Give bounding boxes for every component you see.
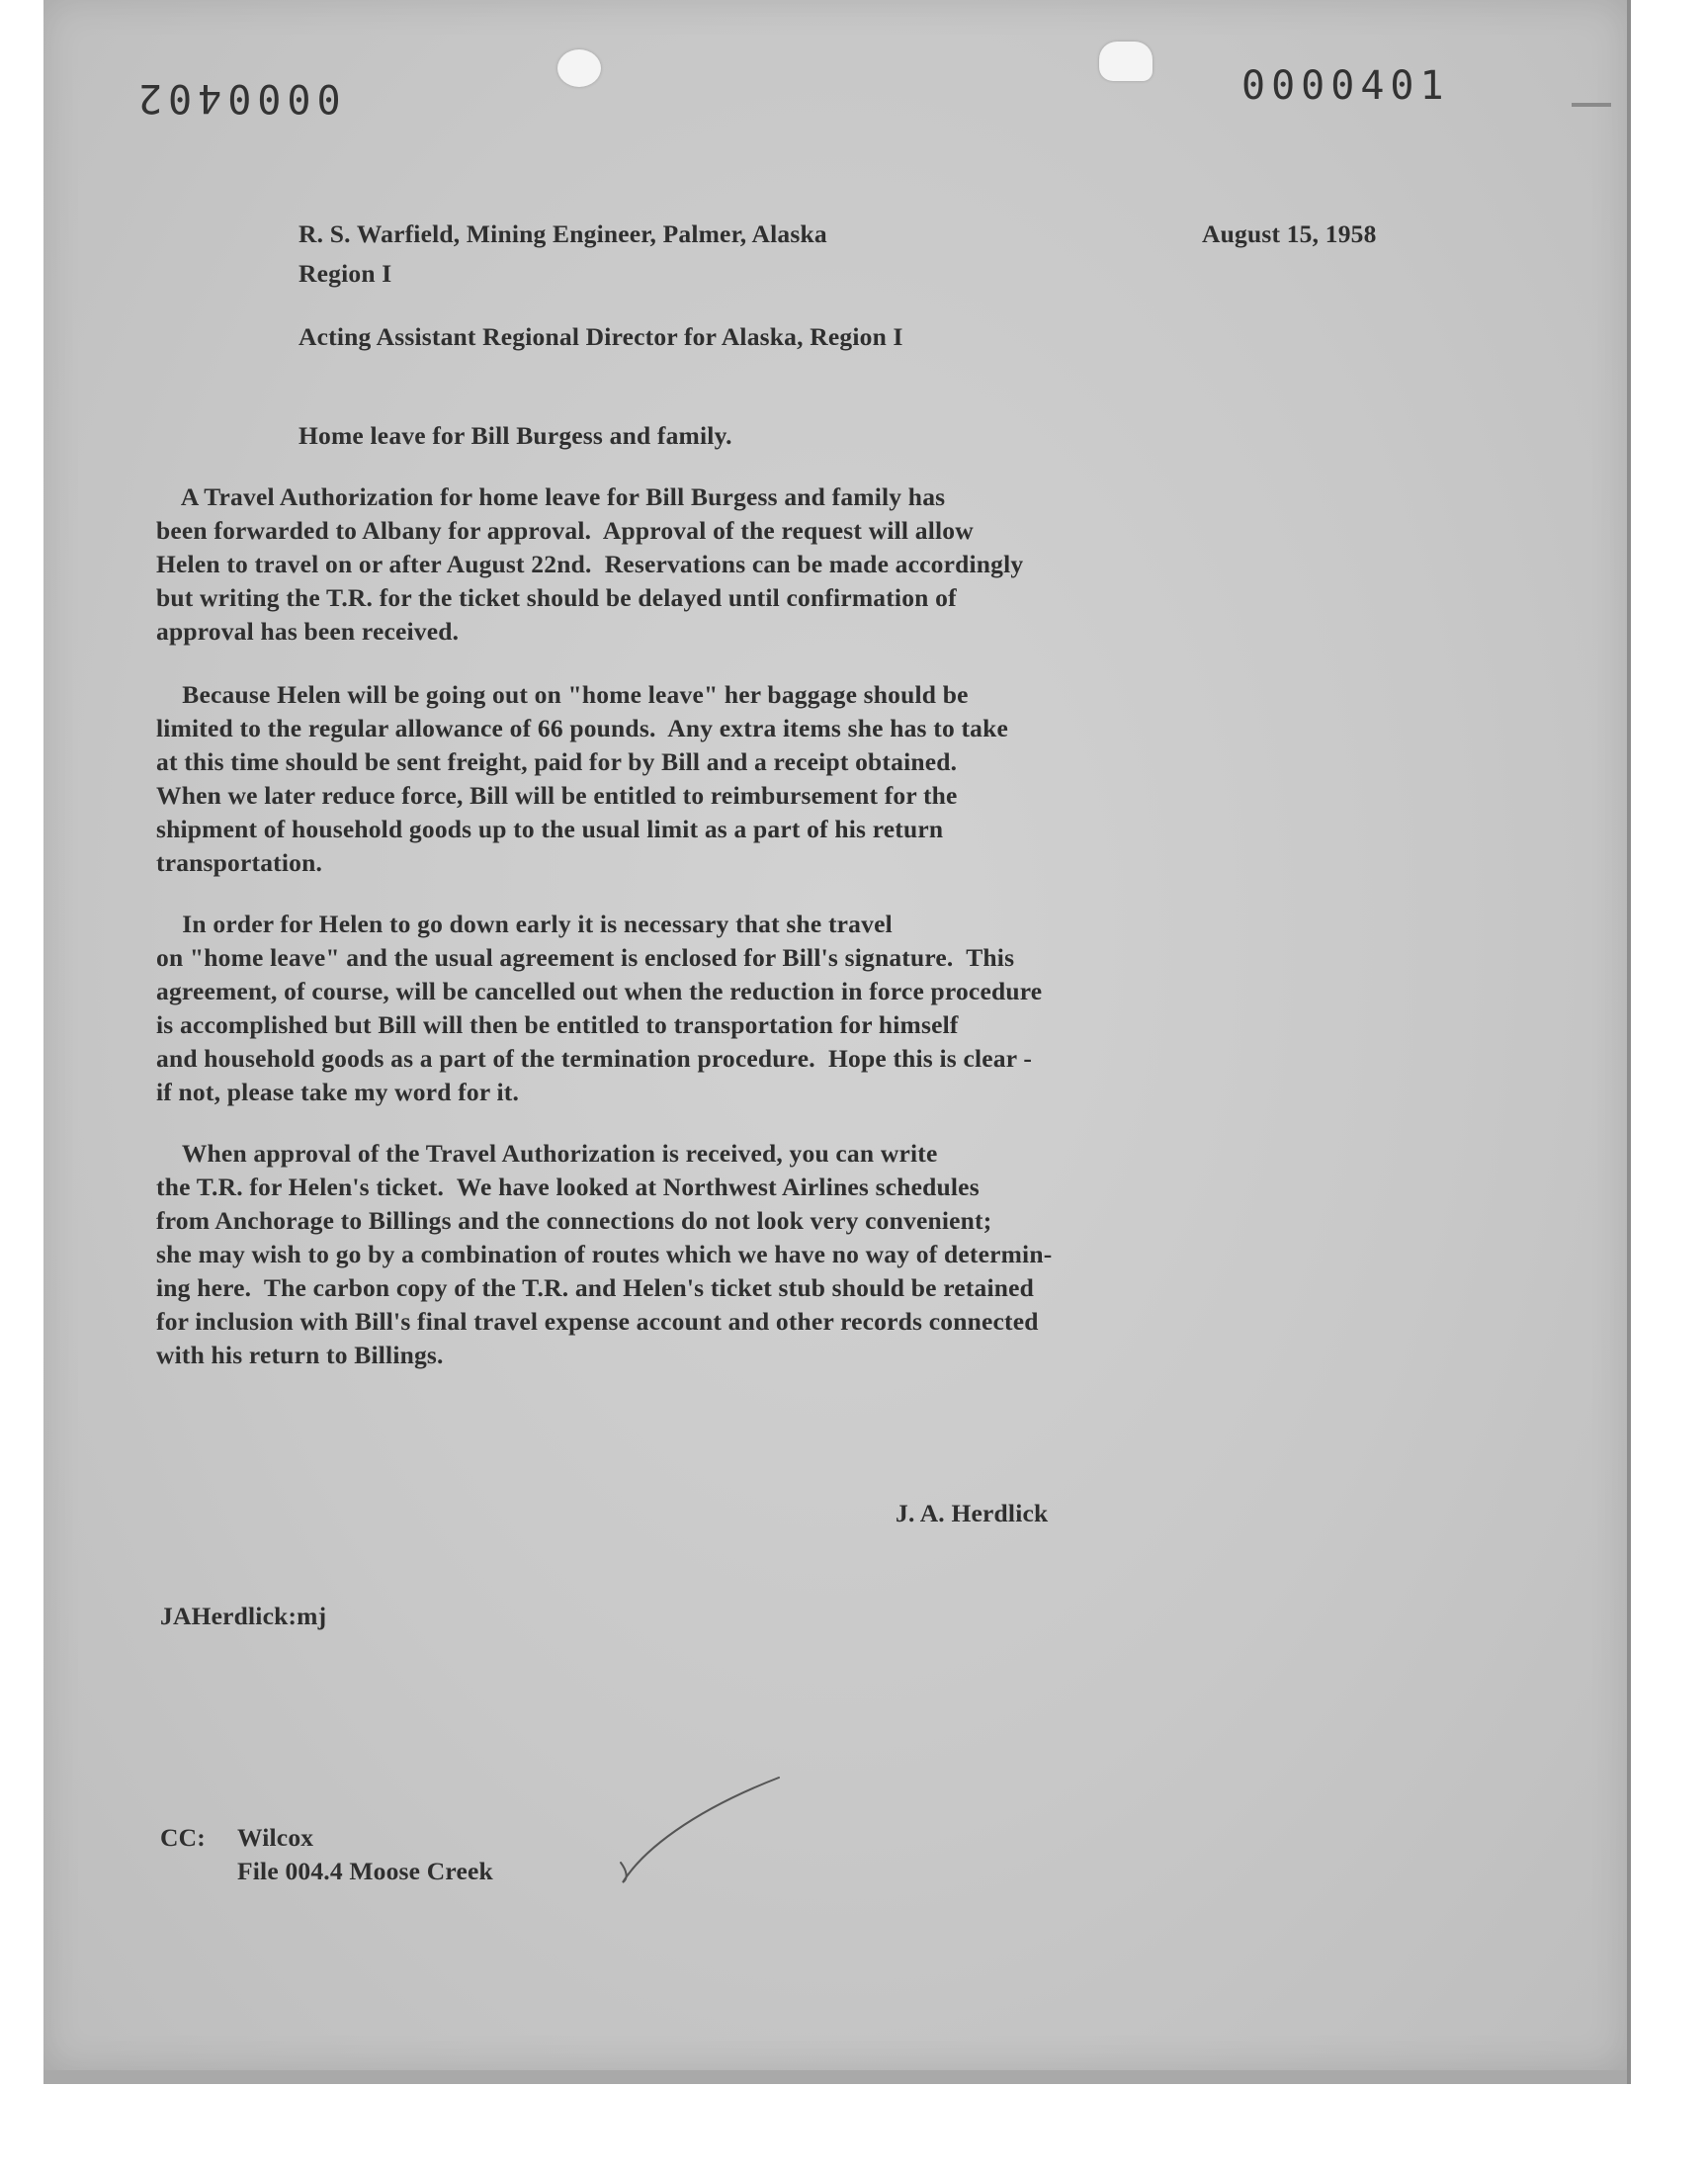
- body-line: she may wish to go by a combination of routes which we have no way of determin-: [156, 1240, 1053, 1268]
- body-line: shipment of household goods up to the usual limit as a part of his return: [156, 815, 944, 843]
- body-line: When approval of the Travel Authorization is received, you can write: [156, 1139, 938, 1168]
- body-line: When we later reduce force, Bill will be entitled to reimbursement for the: [156, 781, 958, 810]
- body-line: but writing the T.R. for the ticket should be delayed until confirmation of: [156, 583, 957, 612]
- signature: J. A. Herdlick: [896, 1499, 1049, 1527]
- body-line: Because Helen will be going out on "home leave" her baggage should be: [156, 680, 969, 709]
- body-line: if not, please take my word for it.: [156, 1078, 520, 1106]
- body-line: for inclusion with Bill's final travel expense account and other records connected: [156, 1307, 1039, 1336]
- body-line: is accomplished but Bill will then be entitled to transportation for himself: [156, 1010, 959, 1039]
- body-line: ing here. The carbon copy of the T.R. and Helen's ticket stub should be retained: [156, 1273, 1035, 1302]
- body-line: from Anchorage to Billings and the connections do not look very convenient;: [156, 1206, 992, 1235]
- body-line: transportation.: [156, 848, 323, 877]
- page-number-stamp: 0000401: [1241, 63, 1450, 109]
- body-line: A Travel Authorization for home leave for Bill Burgess and family has: [156, 482, 946, 511]
- cc-label: CC:: [160, 1823, 206, 1852]
- body-line: Helen to travel on or after August 22nd. Reservations can be made accordingly: [156, 550, 1024, 578]
- cc-recipient: Wilcox: [237, 1823, 314, 1852]
- inverted-page-number-stamp: 0000402: [132, 75, 341, 121]
- body-line: been forwarded to Albany for approval. Approval of the request will allow: [156, 516, 974, 545]
- body-line: the T.R. for Helen's ticket. We have looked at Northwest Airlines schedules: [156, 1173, 980, 1201]
- body-line: approval has been received.: [156, 617, 460, 646]
- body-line: at this time should be sent freight, paid for by Bill and a receipt obtained.: [156, 747, 958, 776]
- page-right-edge: [1627, 0, 1631, 2084]
- typist-initials: JAHerdlick:mj: [160, 1602, 327, 1630]
- from-line-2: Region I: [299, 259, 392, 288]
- page-bottom-edge: [43, 2070, 1627, 2084]
- body-line: on "home leave" and the usual agreement is enclosed for Bill's signature. This: [156, 943, 1015, 972]
- punch-hole-right: [1099, 42, 1153, 81]
- body-line: In order for Helen to go down early it is necessary that she travel: [156, 910, 893, 938]
- body-line: with his return to Billings.: [156, 1341, 444, 1369]
- from-line-1: R. S. Warfield, Mining Engineer, Palmer, Alaska: [299, 219, 827, 248]
- body-line: and household goods as a part of the termination procedure. Hope this is clear -: [156, 1044, 1033, 1073]
- body-line: agreement, of course, will be cancelled out when the reduction in force procedure: [156, 977, 1043, 1005]
- handwritten-check-mark: [613, 1772, 791, 1890]
- memo-date: August 15, 1958: [1202, 219, 1377, 248]
- punch-hole-left: [557, 49, 601, 87]
- edge-mark: [1572, 103, 1611, 107]
- to-line: Acting Assistant Regional Director for Alaska, Region I: [299, 322, 903, 351]
- subject-line: Home leave for Bill Burgess and family.: [299, 421, 732, 450]
- cc-file-reference: File 004.4 Moose Creek: [237, 1857, 493, 1885]
- body-line: limited to the regular allowance of 66 pounds. Any extra items she has to take: [156, 714, 1009, 742]
